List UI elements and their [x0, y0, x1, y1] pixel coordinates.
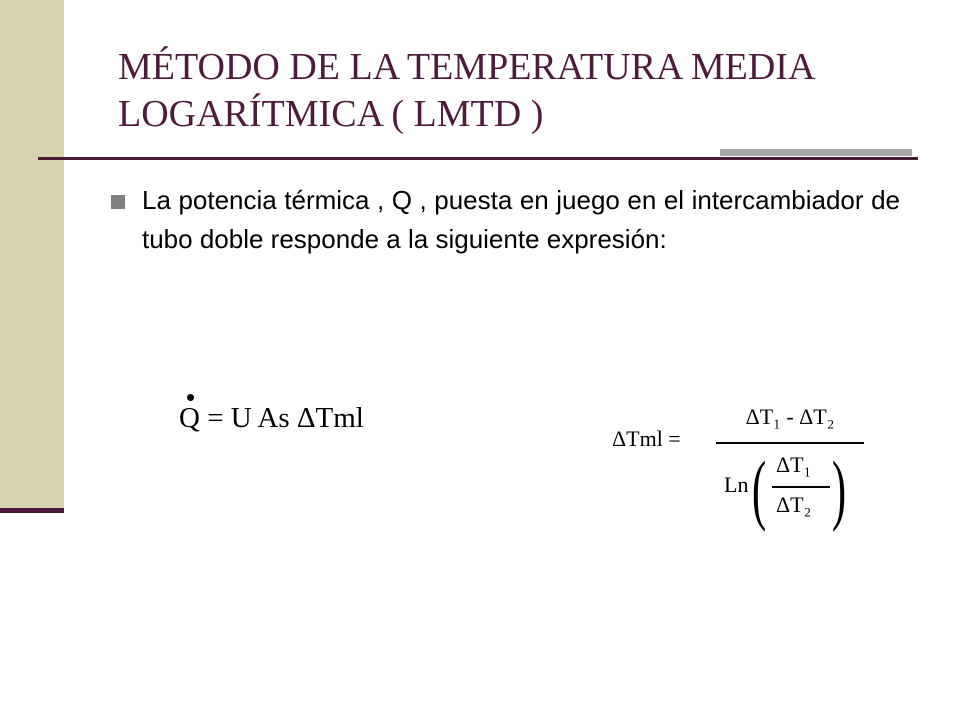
lmtd-denominator	[724, 445, 864, 532]
slide-title: MÉTODO DE LA TEMPERATURA MEDIA LOGARÍTMICA ( LMTD )	[118, 46, 814, 135]
lmtd-fraction-bar	[716, 442, 864, 444]
heat-rate-equation	[179, 402, 364, 435]
bullet-square-icon	[111, 195, 125, 209]
right-paren: )	[831, 445, 847, 532]
side-bar-underline	[0, 508, 64, 513]
title-accent-bar	[720, 149, 912, 156]
inner-denominator: ΔT₂	[776, 492, 812, 517]
lmtd-lhs: ΔTml =	[612, 426, 681, 451]
decorative-side-bar	[0, 0, 64, 510]
bullet-text: La potencia térmica , Q , puesta en juego en el intercambiador de tubo doble responde a la siguiente expresión:	[142, 185, 900, 254]
title-divider	[38, 157, 918, 160]
inner-numerator: ΔT₁	[776, 452, 812, 477]
inner-fraction-bar	[772, 486, 830, 488]
q-dot-symbol: Q	[179, 402, 200, 434]
lmtd-numerator: ΔT₁ - ΔT₂	[745, 404, 835, 429]
left-paren: (	[751, 445, 767, 532]
heat-rate-rhs: = U As ΔTml	[199, 402, 364, 434]
ln-label: Ln	[724, 472, 749, 497]
